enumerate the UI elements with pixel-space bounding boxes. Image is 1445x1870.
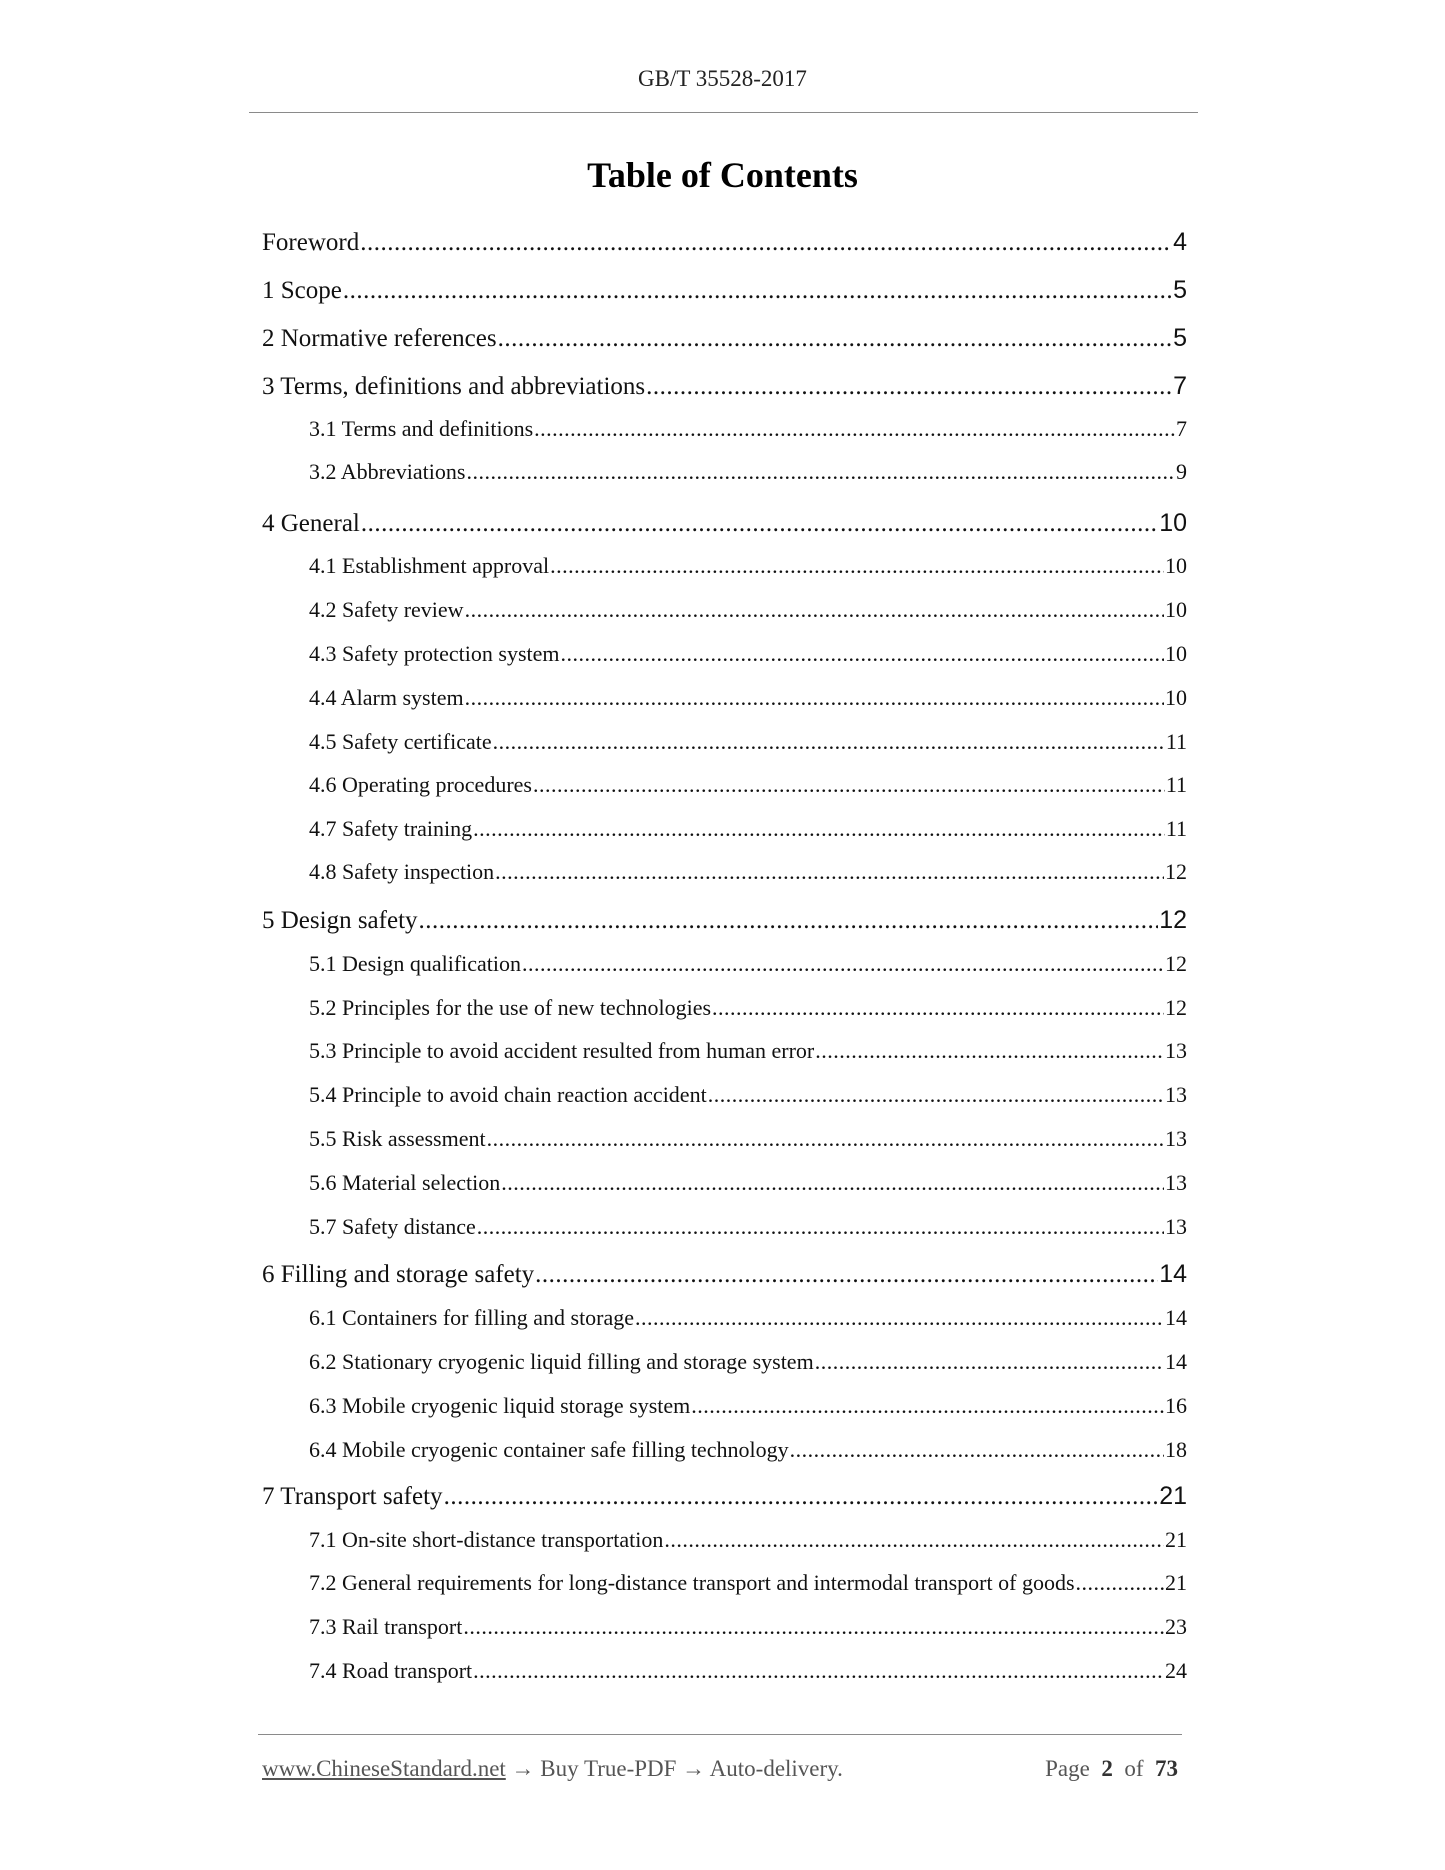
toc-subentry[interactable] <box>309 553 1187 579</box>
current-page-number: 2 <box>1101 1756 1113 1781</box>
toc-page-number: 24 <box>1165 1658 1187 1683</box>
toc-entry-label: 6.1 Containers for filling and storage <box>309 1305 635 1330</box>
toc-dot-leader <box>664 1527 1164 1553</box>
toc-subentry[interactable] <box>309 772 1187 798</box>
toc-dot-leader <box>712 995 1164 1021</box>
toc-entry-label: 5.3 Principle to avoid accident resulted from human error <box>309 1038 815 1063</box>
toc-subentry[interactable] <box>309 1349 1187 1375</box>
toc-entry-label: 1 Scope <box>262 277 342 304</box>
toc-entry-label: 4.5 Safety certificate <box>309 729 492 754</box>
toc-dot-leader <box>419 907 1159 935</box>
toc-subentry[interactable] <box>309 951 1187 977</box>
toc-dot-leader <box>360 229 1172 257</box>
toc-subentry[interactable] <box>309 1437 1187 1463</box>
toc-page-number: 18 <box>1165 1437 1187 1462</box>
toc-subentry[interactable] <box>309 1082 1187 1108</box>
footer-tagline: → Buy True-PDF → Auto-delivery. <box>505 1756 843 1781</box>
page-indicator <box>1045 1756 1178 1782</box>
toc-subentry[interactable] <box>309 1038 1187 1064</box>
toc-page-number: 13 <box>1165 1126 1187 1151</box>
toc-entry-label: 3.2 Abbreviations <box>309 459 466 484</box>
toc-dot-leader <box>550 553 1164 579</box>
toc-entry-label: 5.5 Risk assessment <box>309 1126 486 1151</box>
website-link[interactable]: www.ChineseStandard.net <box>262 1756 506 1781</box>
toc-entry-label: 7.2 General requirements for long-distance transport and intermodal transport of goods <box>309 1570 1075 1595</box>
toc-dot-leader <box>815 1349 1164 1375</box>
toc-subentry[interactable] <box>309 685 1187 711</box>
toc-subentry[interactable] <box>309 1527 1187 1553</box>
toc-dot-leader <box>790 1437 1164 1463</box>
toc-subentry[interactable] <box>309 597 1187 623</box>
toc-entry-label: 4.6 Operating procedures <box>309 772 532 797</box>
toc-entry-label: 6.3 Mobile cryogenic liquid storage system <box>309 1393 691 1418</box>
toc-subentry[interactable] <box>309 816 1187 842</box>
toc-subentry[interactable] <box>309 1126 1187 1152</box>
toc-subentry[interactable] <box>309 1170 1187 1196</box>
footer-divider <box>258 1734 1182 1735</box>
toc-dot-leader <box>463 1614 1164 1640</box>
toc-page-number: 13 <box>1165 1082 1187 1107</box>
toc-entry[interactable] <box>262 276 1187 305</box>
toc-page-number: 11 <box>1165 729 1187 754</box>
toc-page-number: 14 <box>1159 1260 1187 1288</box>
toc-dot-leader <box>1076 1570 1165 1596</box>
toc-subentry[interactable] <box>309 1658 1187 1684</box>
toc-entry-label: 6.2 Stationary cryogenic liquid filling and storage system <box>309 1349 814 1374</box>
standard-code-header: GB/T 35528-2017 <box>638 66 807 91</box>
toc-entry-label: 7.3 Rail transport <box>309 1614 463 1639</box>
toc-page-number: 10 <box>1159 509 1187 537</box>
toc-subentry[interactable] <box>309 729 1187 755</box>
toc-dot-leader <box>522 951 1164 977</box>
toc-page-number: 13 <box>1165 1038 1187 1063</box>
toc-subentry[interactable] <box>309 1305 1187 1331</box>
toc-page-number: 5 <box>1173 324 1187 352</box>
toc-dot-leader <box>691 1393 1164 1419</box>
toc-page-number: 10 <box>1165 641 1187 666</box>
toc-dot-leader <box>493 729 1165 755</box>
toc-entry-label: 5.2 Principles for the use of new technologies <box>309 995 712 1020</box>
toc-page-number: 7 <box>1173 372 1187 400</box>
toc-page-number: 10 <box>1165 553 1187 578</box>
toc-dot-leader <box>495 859 1164 885</box>
toc-entry-label: 5.7 Safety distance <box>309 1214 476 1239</box>
toc-dot-leader <box>708 1082 1164 1108</box>
toc-subentry[interactable] <box>309 459 1187 485</box>
toc-page-number: 14 <box>1165 1349 1187 1374</box>
toc-entry-label: 4 General <box>262 510 360 537</box>
toc-dot-leader <box>498 325 1172 353</box>
toc-entry[interactable] <box>262 1260 1187 1289</box>
toc-page-number: 21 <box>1165 1527 1187 1552</box>
toc-dot-leader <box>361 510 1158 538</box>
toc-subentry[interactable] <box>309 859 1187 885</box>
toc-page-number: 12 <box>1159 906 1187 934</box>
toc-page-number: 12 <box>1165 951 1187 976</box>
toc-page-number: 16 <box>1165 1393 1187 1418</box>
toc-entry[interactable] <box>262 906 1187 935</box>
toc-entry-label: 4.7 Safety training <box>309 816 473 841</box>
toc-entry-label: 4.2 Safety review <box>309 597 464 622</box>
of-word: of <box>1124 1756 1144 1781</box>
toc-entry-label: 4.8 Safety inspection <box>309 859 495 884</box>
toc-dot-leader <box>473 816 1165 842</box>
toc-page-number: 13 <box>1165 1170 1187 1195</box>
toc-subentry[interactable] <box>309 995 1187 1021</box>
toc-dot-leader <box>501 1170 1164 1196</box>
toc-page-number: 14 <box>1165 1305 1187 1330</box>
toc-entry-label: 4.3 Safety protection system <box>309 641 560 666</box>
toc-dot-leader <box>444 1483 1159 1511</box>
toc-page-number: 13 <box>1165 1214 1187 1239</box>
page-footer <box>262 1756 1182 1786</box>
toc-dot-leader <box>465 597 1164 623</box>
toc-page-number: 9 <box>1176 459 1187 484</box>
toc-page-number: 21 <box>1159 1482 1187 1510</box>
toc-dot-leader <box>487 1126 1164 1152</box>
toc-dot-leader <box>477 1214 1164 1240</box>
toc-dot-leader <box>534 416 1175 442</box>
toc-page-number: 21 <box>1165 1570 1187 1595</box>
toc-page-number: 10 <box>1165 685 1187 710</box>
toc-dot-leader <box>343 277 1172 305</box>
toc-entry-label: 5.1 Design qualification <box>309 951 522 976</box>
toc-entry-label: 7 Transport safety <box>262 1483 443 1510</box>
toc-entry-label: Foreword <box>262 229 360 256</box>
toc-dot-leader <box>646 373 1172 401</box>
toc-page-number: 12 <box>1165 859 1187 884</box>
page-word: Page <box>1045 1756 1090 1781</box>
header-divider <box>249 112 1198 113</box>
toc-entry-label: 7.4 Road transport <box>309 1658 473 1683</box>
toc-subentry[interactable] <box>309 1570 1187 1596</box>
toc-dot-leader <box>533 772 1165 798</box>
toc-entry-label: 3.1 Terms and definitions <box>309 416 534 441</box>
toc-dot-leader <box>635 1305 1164 1331</box>
toc-entry-label: 5.6 Material selection <box>309 1170 501 1195</box>
toc-entry-label: 7.1 On-site short-distance transportation <box>309 1527 664 1552</box>
toc-page-number: 10 <box>1165 597 1187 622</box>
toc-entry-label: 6 Filling and storage safety <box>262 1261 535 1288</box>
toc-subentry[interactable] <box>309 416 1187 442</box>
toc-dot-leader <box>535 1261 1158 1289</box>
footer-promo <box>262 1756 843 1782</box>
toc-subentry[interactable] <box>309 641 1187 667</box>
toc-page-number: 23 <box>1165 1614 1187 1639</box>
toc-entry-label: 6.4 Mobile cryogenic container safe filling technology <box>309 1437 789 1462</box>
toc-dot-leader <box>465 685 1164 711</box>
toc-page-number: 5 <box>1173 276 1187 304</box>
toc-page-number: 12 <box>1165 995 1187 1020</box>
toc-entry-label: 4.1 Establishment approval <box>309 553 550 578</box>
toc-dot-leader <box>473 1658 1164 1684</box>
toc-entry-label: 2 Normative references <box>262 325 497 352</box>
toc-entry[interactable] <box>262 1482 1187 1511</box>
toc-subentry[interactable] <box>309 1214 1187 1240</box>
toc-dot-leader <box>466 459 1175 485</box>
toc-subentry[interactable] <box>309 1393 1187 1419</box>
toc-dot-leader <box>815 1038 1164 1064</box>
toc-entry[interactable] <box>262 324 1187 353</box>
toc-entry-label: 4.4 Alarm system <box>309 685 464 710</box>
toc-entry[interactable] <box>262 228 1187 257</box>
toc-entry[interactable] <box>262 372 1187 401</box>
toc-entry[interactable] <box>262 509 1187 538</box>
toc-page-number: 4 <box>1173 228 1187 256</box>
toc-page-number: 11 <box>1165 816 1187 841</box>
toc-page-number: 11 <box>1165 772 1187 797</box>
toc-subentry[interactable] <box>309 1614 1187 1640</box>
toc-dot-leader <box>561 641 1164 667</box>
page-title: Table of Contents <box>587 155 858 195</box>
total-pages-number: 73 <box>1155 1756 1178 1781</box>
toc-page-number: 7 <box>1176 416 1187 441</box>
toc-entry-label: 5 Design safety <box>262 907 418 934</box>
toc-entry-label: 3 Terms, definitions and abbreviations <box>262 373 646 400</box>
toc-entry-label: 5.4 Principle to avoid chain reaction accident <box>309 1082 707 1107</box>
